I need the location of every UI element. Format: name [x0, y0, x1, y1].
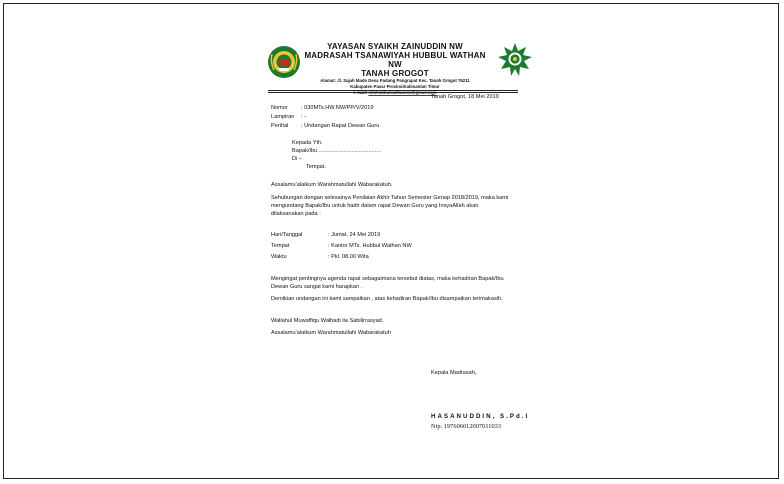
recipient-line-2: Bapak/Ibu ........................................ — [292, 148, 381, 154]
header-address: Alamat: Jl. Sajah Mado Desa Padang Pangrapat Kec. Tanah Grogot 76211 — [320, 78, 470, 83]
recipient-line-4: Tempat. — [306, 164, 326, 170]
perihal-label: Perihal — [271, 123, 289, 129]
greeting: Assalamu’alaikum Warahmatullahi Wabarakatuh. — [271, 182, 393, 188]
header-line-1: YAYASAN SYAIKH ZAINUDDIN NW — [327, 42, 463, 51]
tempat-value: : Kantor MTs. Hubbul Wathan NW — [328, 243, 412, 249]
closing-1: Wallahul Muwaffiqu Walhadi ila Sabilirrasyad. — [271, 318, 384, 324]
nomor-label: Nomor — [271, 105, 288, 111]
madrasah-logo-icon — [266, 44, 302, 80]
recipient-line-1: Kepada Yth. — [292, 140, 323, 146]
letterhead-divider-2 — [268, 92, 518, 93]
body1-line-1: Sehubungan dengan selesainya Penilaian Akhir Tahun Semester Genap 2018/2019, maka kami — [271, 195, 509, 201]
body2-line-1: Mengingat pentingnya agenda rapat sebagaimana tersebut diatas, maka kehadiran Bapak/Ibu — [271, 276, 504, 282]
lampiran-value: : - — [301, 114, 306, 120]
waktu-value: : Pkl. 08.00 Wita — [328, 254, 369, 260]
body3: Demikian undangan ini kami sampaikan , atas kehadiran Bapak/Ibu disampaikan terimakasih. — [271, 296, 503, 302]
lampiran-label: Lampiran — [271, 114, 295, 120]
sign-name: HASANUDDIN, S.Pd.I — [431, 413, 530, 420]
hari-value: : Jumat, 24 Mei 2019 — [328, 232, 381, 238]
header-line-3: TANAH GROGOT — [361, 69, 429, 78]
perihal-value: : Undangan Rapat Dewan Guru — [301, 123, 380, 129]
place-date: Tanah Grogot, 18 Mei 2019 — [431, 94, 499, 100]
header-line-2: MADRASAH TSANAWIYAH HUBBUL WATHAN NW — [304, 51, 486, 69]
sign-nip: Nip. 197606012007011033 — [431, 423, 502, 430]
recipient-line-3: Di – — [292, 156, 302, 162]
closing-2: Assalamu’alaikum Warahmatullahi Wabarakatuh — [271, 330, 391, 336]
body1-line-3: dilaksanakan pada : — [271, 211, 321, 217]
body1-line-2: mengundang Bapak/Ibu untuk hadir dalam rapat Dewan Guru yang InsyaAllah akan — [271, 203, 479, 209]
waktu-label: Waktu — [271, 254, 287, 260]
letterhead — [300, 42, 490, 96]
hari-label: Hari/Tanggal — [271, 232, 303, 238]
letterhead-divider — [268, 90, 518, 91]
tempat-label: Tempat — [271, 243, 290, 249]
nomor-value: : 030MTs.HW.NW/PP/V/2019 — [301, 105, 374, 111]
body2-line-2: Dewan Guru sangat kami harapkan . — [271, 284, 363, 290]
header-region: Kabupaten Pasar ProvinsiKalimantan Timur — [350, 84, 440, 89]
nw-star-logo-icon — [497, 42, 533, 78]
sign-title: Kepala Madrasah, — [431, 370, 477, 376]
